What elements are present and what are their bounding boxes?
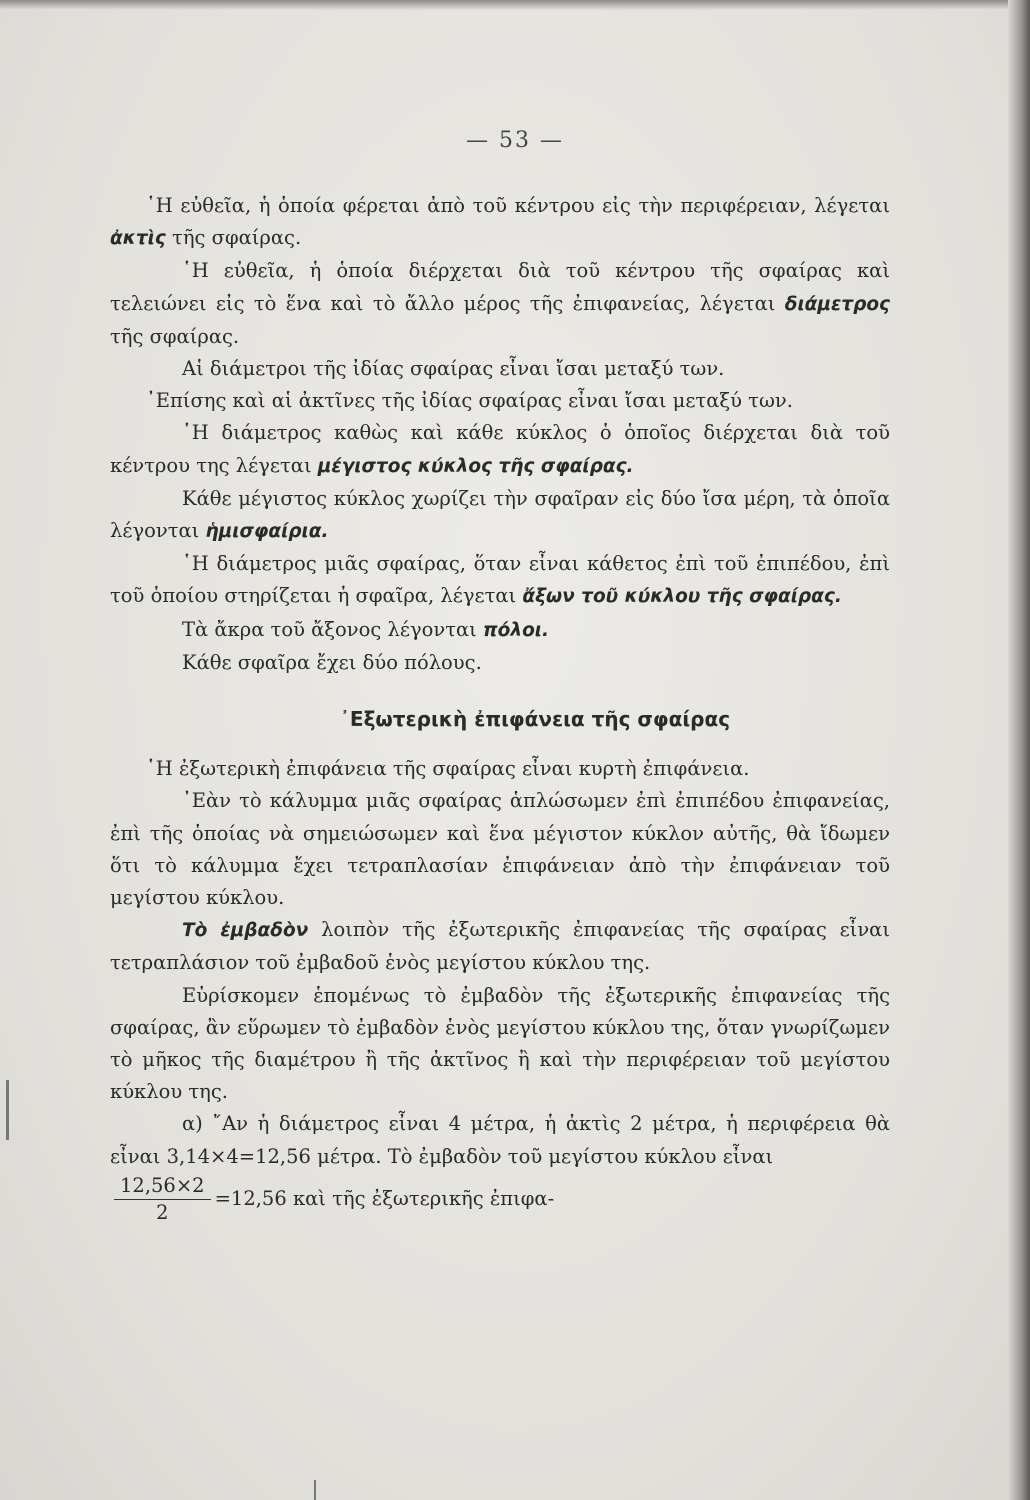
paragraph-poles: Τὰ ἄκρα τοῦ ἄξονος λέγονται πόλοι. <box>182 617 550 641</box>
bottom-tick-mark <box>314 1480 316 1500</box>
paragraph-cover-experiment: ᾿Εὰν τὸ κάλυμμα μιᾶς σφαίρας ἁπλώσωμεν ἐπὶ ἐπιπέδου ἐπιφανείας, ἐπὶ τῆς ὁποίας νὰ σημειώσωμεν καὶ ἕνα μέγιστον κύκλον αὐτῆς, θὰ ἴδωμεν ὅτι τὸ κάλυμμα ἔχει τετραπλασίαν ἐπιφάνειαν ἀπὸ τὴν ἐπιφάνειαν τοῦ μεγίστου κύκλου. <box>110 789 890 910</box>
paragraph-axis: ῾Η διάμετρος μιᾶς σφαίρας, ὅταν εἶναι κάθετος ἐπὶ τοῦ ἐπιπέδου, ἐπὶ τοῦ ὁποίου στηρίζεται ἡ σφαῖρα, λέγεται ἄξων τοῦ κύκλου τῆς σφαίρας. <box>110 552 890 608</box>
keyword-area: Τὸ ἐμβαδὸν <box>182 920 309 942</box>
paragraph-radius: ῾Η εὐθεῖα, ἡ ὁποία φέρεται ἀπὸ τοῦ κέντρου εἰς τὴν περιφέρειαν, λέγεται ἀκτὶς τῆς σφαίρας. <box>110 194 890 250</box>
binding-mark <box>6 1080 9 1140</box>
paragraph-convex-surface: ῾Η ἐξωτερικὴ ἐπιφάνεια τῆς σφαίρας εἶναι κυρτὴ ἐπιφάνεια. <box>146 757 750 781</box>
paragraph-area-rule: Τὸ ἐμβαδὸν λοιπὸν τῆς ἐξωτερικῆς ἐπιφανείας τῆς σφαίρας εἶναι τετραπλάσιον τοῦ ἐμβαδοῦ ἑνὸς μεγίστου κύκλου της. <box>110 918 890 975</box>
paragraph-diameter: ῾Η εὐθεῖα, ἡ ὁποία διέρχεται διὰ τοῦ κέντρου τῆς σφαίρας καὶ τελειώνει εἰς τὸ ἕνα καὶ τὸ ἄλλο μέρος τῆς ἐπιφανείας, λέγεται διάμετρος τῆς σφαίρας. <box>110 259 890 348</box>
keyword-radius: ἀκτὶς <box>110 228 166 250</box>
paragraph-finding-area: Εὑρίσκομεν ἑπομένως τὸ ἐμβαδὸν τῆς ἐξωτερικῆς ἐπιφανείας τῆς σφαίρας, ἂν εὕρωμεν τὸ ἐμβαδὸν ἑνὸς μεγίστου κύκλου της, ὅταν γνωρίζωμεν τὸ μῆκος τῆς διαμέτρου ἢ τῆς ἀκτῖνος ἢ καὶ τὴν περιφέρειαν τοῦ μεγίστου κύκλου της. <box>110 983 890 1104</box>
paragraph-two-poles: Κάθε σφαῖρα ἔχει δύο πόλους. <box>182 650 482 674</box>
fraction <box>114 1173 211 1226</box>
formula-continuation: =12,56 καὶ τῆς ἐξωτερικῆς ἐπιφα- <box>214 1186 555 1210</box>
fraction-numerator: 12,56×2 <box>114 1173 211 1200</box>
paragraph-diameters-equal: Αἱ διάμετροι τῆς ἰδίας σφαίρας εἶναι ἴσαι μεταξύ των. <box>182 357 725 381</box>
page-right-edge <box>1008 0 1030 1500</box>
section-heading: ᾿Εξωτερικὴ ἐπιφάνεια τῆς σφαίρας <box>339 707 731 732</box>
keyword-axis: ἄξων τοῦ κύκλου τῆς σφαίρας. <box>522 586 842 608</box>
paragraph-hemispheres: Κάθε μέγιστος κύκλος χωρίζει τὴν σφαῖραν εἰς δύο ἴσα μέρη, τὰ ὁποῖα λέγονται ἡμισφαίρια. <box>110 486 890 543</box>
fraction-denominator: 2 <box>156 1200 169 1224</box>
keyword-hemispheres: ἡμισφαίρια. <box>205 521 329 543</box>
formula-line <box>110 1173 890 1233</box>
paragraph-radii-equal: ᾿Επίσης καὶ αἱ ἀκτῖνες τῆς ἰδίας σφαίρας εἶναι ἴσαι μεταξύ των. <box>146 389 793 413</box>
page-top-edge <box>0 0 1030 10</box>
keyword-poles: πόλοι. <box>483 619 550 641</box>
body-text <box>110 190 890 1233</box>
paragraph-great-circle: ῾Η διάμετρος καθὼς καὶ κάθε κύκλος ὁ ὁποῖος διέρχεται διὰ τοῦ κέντρου της λέγεται μέγιστος κύκλος τῆς σφαίρας. <box>110 421 890 477</box>
keyword-great-circle: μέγιστος κύκλος τῆς σφαίρας. <box>317 455 634 477</box>
page-number: — 53 — <box>466 128 564 153</box>
paragraph-example: α) ῎Αν ἡ διάμετρος εἶναι 4 μέτρα, ἡ ἀκτὶς 2 μέτρα, ἡ περιφέρεια θὰ εἶναι 3,14×4=12,56 μέτρα. Τὸ ἐμβαδὸν τοῦ μεγίστου κύκλου εἶναι <box>110 1112 890 1168</box>
keyword-diameter: διάμετρος <box>784 293 890 315</box>
